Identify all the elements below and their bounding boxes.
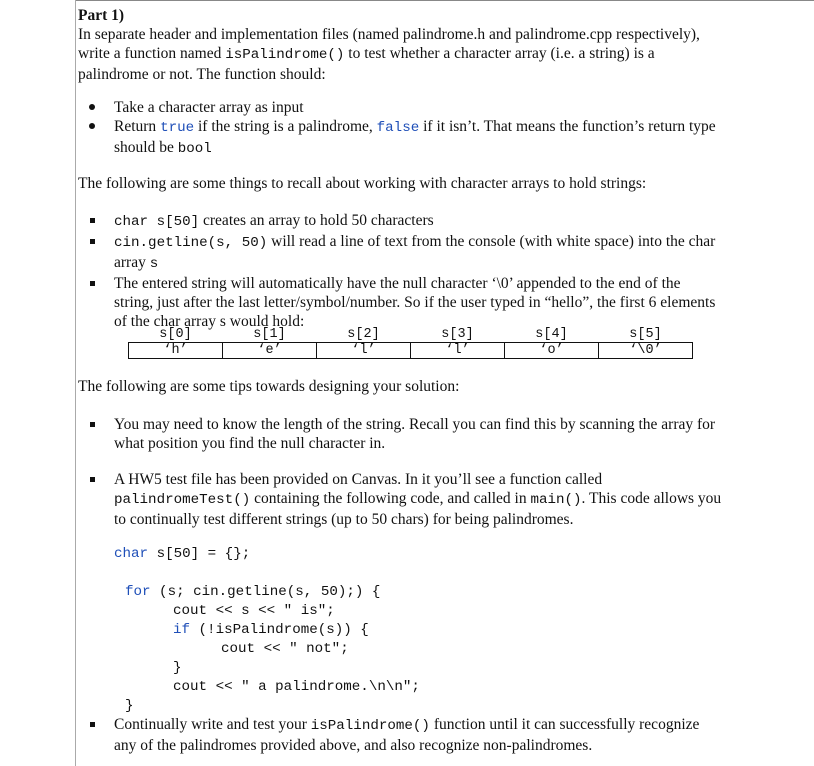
requirements-list [78, 98, 716, 159]
list-item-continued [78, 138, 716, 159]
code-keyword: for [125, 584, 151, 600]
inline-code: char s[50] [114, 214, 200, 230]
list-item-continued [78, 253, 715, 274]
recall-intro [78, 174, 646, 193]
code-keyword: if [173, 622, 191, 638]
bullet-icon [90, 281, 95, 286]
bullet-icon [89, 123, 95, 129]
table-header-row [129, 327, 693, 343]
item-text: The entered string will automatically have the null character ‘\0’ appended to the end of the [114, 275, 681, 292]
tips-item-2 [78, 470, 721, 529]
bullet-icon [90, 218, 95, 223]
code-line: } [125, 698, 134, 714]
item-text: will read a line of text from the console (with white space) into the char [267, 233, 716, 250]
table-header-cell: s[0] [129, 327, 223, 343]
code-line: cout << s << " is"; [173, 603, 335, 619]
table-header-cell: s[5] [599, 327, 693, 343]
list-item-continued: string, just after the last letter/symbol/number. So if the user typed in “hello”, the first 6 elements [114, 294, 716, 311]
part-heading: Part 1) [78, 7, 125, 24]
item-text: . This code allows you [581, 490, 722, 507]
list-item [78, 117, 716, 138]
item-text: Return [114, 118, 161, 135]
table-cell: ‘o’ [505, 343, 599, 359]
list-item-continued: any of the palindromes provided above, and also recognize non-palindromes. [114, 737, 593, 754]
paragraph: The following are some tips towards designing your solution: [78, 378, 460, 395]
page-edge-left [75, 0, 76, 766]
table-header-cell: s[4] [505, 327, 599, 343]
part1-section [78, 6, 700, 84]
char-array-table [128, 327, 693, 359]
code-text: (s; cin.getline(s, 50);) { [150, 584, 381, 600]
list-item [78, 211, 715, 232]
page-edge-top [75, 0, 814, 1]
item-text: if the string is a palindrome, [194, 118, 377, 135]
code-line [114, 545, 250, 564]
list-item [78, 98, 716, 117]
list-item [78, 415, 715, 434]
list-item-continued: to continually test different strings (up to 50 chars) for being palindromes. [114, 511, 574, 528]
item-text: Continually write and test your [114, 716, 311, 733]
table-header-cell: s[1] [223, 327, 317, 343]
tips-intro [78, 377, 459, 396]
paragraph: The following are some things to recall about working with character arrays to hold strings: [78, 175, 647, 192]
inline-code: cin.getline(s, 50) [114, 235, 268, 251]
inline-code: bool [177, 141, 212, 157]
list-item-continued [78, 489, 721, 510]
code-line: cout << " a palindrome.\n\n"; [173, 679, 420, 695]
table-cell: ‘l’ [317, 343, 411, 359]
code-text: s[50] = {}; [148, 546, 251, 562]
intro-text: write a function named [78, 45, 226, 62]
recall-list [78, 211, 715, 331]
table-cell: ‘\0’ [599, 343, 693, 359]
inline-code: main() [530, 492, 582, 508]
list-item-continued: what position you find the null character in. [114, 435, 386, 452]
code-sample-loop [125, 583, 420, 716]
item-text: containing the following code, and called in [250, 490, 531, 507]
table-cell: ‘l’ [411, 343, 505, 359]
table-row [129, 343, 693, 359]
inline-code: true [160, 120, 195, 136]
list-item [78, 715, 699, 736]
item-text: Take a character array as input [114, 99, 304, 116]
intro-text: to test whether a character array (i.e. a string) is a [344, 45, 655, 62]
list-item [78, 232, 715, 253]
code-line: cout << " not"; [221, 641, 349, 657]
table-header-cell: s[2] [317, 327, 411, 343]
inline-code: false [376, 120, 420, 136]
item-text: function until it can successfully recognize [429, 716, 700, 733]
list-item [78, 274, 715, 293]
tips-item-3 [78, 715, 699, 755]
table-header-cell: s[3] [411, 327, 505, 343]
table-cell: ‘e’ [223, 343, 317, 359]
code-line: } [173, 660, 182, 676]
intro-line-2 [78, 44, 700, 65]
code-line [125, 621, 420, 640]
bullet-icon [90, 722, 95, 727]
inline-code: s [149, 256, 159, 272]
intro-line-3: palindrome or not. The function should: [78, 66, 326, 83]
code-line [125, 583, 420, 602]
item-text: A HW5 test file has been provided on Canvas. In it you’ll see a function called [114, 471, 603, 488]
code-keyword: char [114, 546, 149, 562]
bullet-icon [90, 239, 95, 244]
item-text: should be [114, 139, 178, 156]
bullet-icon [89, 104, 95, 110]
item-text: array [114, 254, 150, 271]
code-text: (!isPalindrome(s)) { [190, 622, 369, 638]
table-cell: ‘h’ [129, 343, 223, 359]
inline-code: isPalindrome() [310, 718, 430, 734]
tips-item-1 [78, 415, 715, 453]
code-sample [114, 545, 250, 564]
list-item [78, 470, 721, 489]
inline-code: isPalindrome() [225, 47, 345, 63]
bullet-icon [90, 477, 95, 482]
intro-line-1: In separate header and implementation files (named palindrome.h and palindrome.cpp respectively), [78, 26, 700, 43]
item-text: You may need to know the length of the string. Recall you can find this by scanning the array for [114, 416, 716, 433]
item-text: if it isn’t. That means the function’s return type [419, 118, 716, 135]
inline-code: palindromeTest() [114, 492, 251, 508]
list-item-continued: of the char array s would hold: [114, 313, 305, 330]
bullet-icon [90, 422, 95, 427]
item-text: creates an array to hold 50 characters [199, 212, 434, 229]
